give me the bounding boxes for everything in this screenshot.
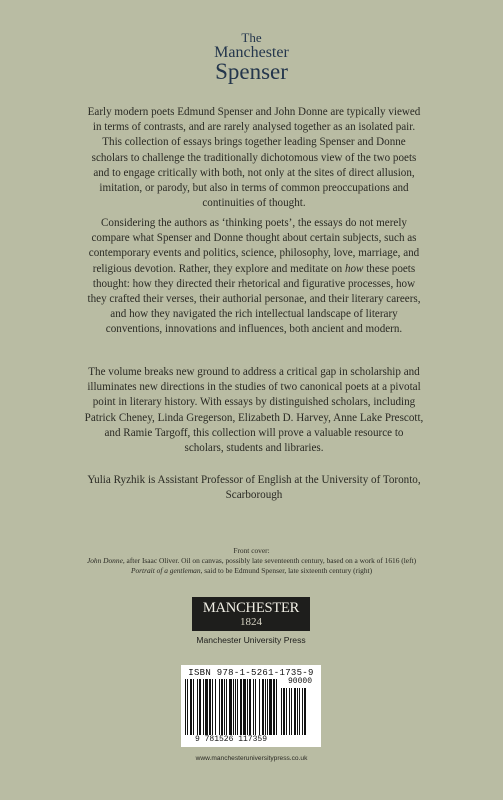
publisher-logo-name: MANCHESTER [202, 600, 300, 616]
addon-barcode-bars [281, 688, 317, 735]
author-bio: Yulia Ryzhik is Assistant Professor of English at the University of Toronto, Scarborough [87, 474, 421, 502]
blurb-paragraph-2: Considering the authors as ‘thinking poets’, the essays do not merely compare what Spenser and Donne thought about certain subjects, such as contemporary events and politics, science, philosophy, love, marriage, and religious devotion. Rather, they explore and meditate on how these poets thought: how they directed their rhetorical and figurative processes, how they crafted their verses, their authorial personae, and their literary careers, and how they navigated the rich intellectual landscape of literary conventions, innovations and influences, both ancient and modern. [87, 217, 421, 336]
cover-credits-heading: Front cover: [233, 546, 270, 555]
emphasis-how: how [344, 262, 364, 275]
isbn-barcode [181, 665, 321, 747]
series-logo [0, 31, 503, 83]
series-logo-line3: Spenser [215, 59, 288, 84]
series-logo-line2: Manchester [214, 44, 289, 61]
ean-barcode-bars [185, 679, 279, 735]
cover-credits [20, 546, 483, 576]
cover-credits-line-2: Portrait of a gentleman, said to be Edmund Spenser, late sixteenth century (right) [130, 566, 373, 575]
isbn-text: ISBN 978-1-5261-1735-9 [188, 668, 314, 678]
publisher-name: Manchester University Press [196, 635, 306, 645]
price-code: 90000 [287, 677, 312, 686]
series-logo-line1: The [241, 30, 262, 45]
publisher-website: www.manchesteruniversitypress.co.uk [195, 755, 308, 762]
ean-digits: 9 781526 117359 [194, 735, 267, 744]
blurb-paragraph-1: Early modern poets Edmund Spenser and John Donne are typically viewed in terms of contrasts, and are rarely analysed together as an isolated pair. This collection of essays brings together leading Spenser and Donne scholars to challenge the traditionally dichotomous view of the two poets and to engage critically with both, not only at the sites of direct allusion, imitation, or parody, but also in terms of common preoccupations and continuities of thought. [87, 106, 421, 210]
blurb-paragraph-3: The volume breaks new ground to address a critical gap in scholarship and illuminates new directions in the studies of two canonical poets at a pivotal point in literary history. With essays by distinguished scholars, including Patrick Cheney, Linda Gregerson, Elizabeth D. Harvey, Anne Lake Prescott, and Ramie Targoff, this collection will prove a valuable resource to scholars, students and libraries. [84, 366, 424, 455]
publisher-logo-year: 1824 [240, 616, 262, 628]
cover-credits-line-1: John Donne, after Isaac Oliver. Oil on canvas, possibly late seventeenth century, based on a work of 1616 (left) [86, 556, 417, 565]
publisher-logo [178, 597, 324, 649]
